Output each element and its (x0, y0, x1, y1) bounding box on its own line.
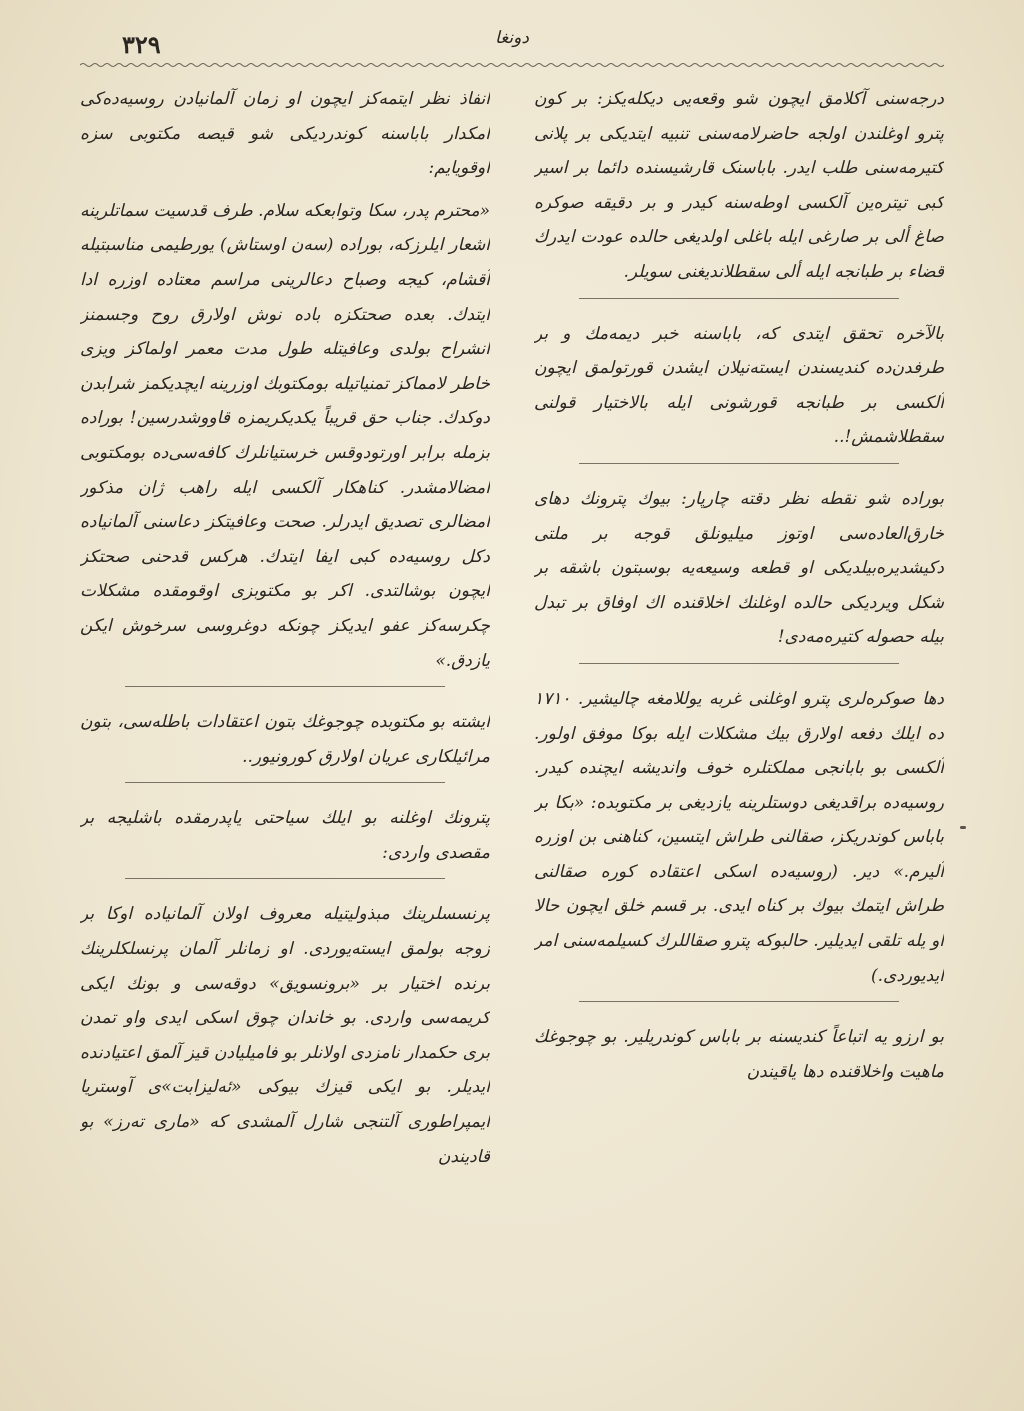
paragraph: انفاذ نظر ایتمه‌کز ایچون او زمان آلمانیادن روسیه‌ده‌کی امکدار باباسنه کوندردیکی شو قیصه مکتوبی سزه اوقویایم: (80, 89, 490, 179)
paragraph: بالآخره تحقق ایتدی که، باباسنه خبر دیمه‌مك و بر طرفدن‌ده کندیسندن ایسته‌نیلان ایشدن قورتولمق ایچون آلکسی بر طبانجه قورشونی ایله بالاختیار قولنی سقطلاشمش!.. (534, 323, 944, 448)
ink-speck (960, 826, 966, 829)
paragraph: بو ارزو یه اتباعاً کندیسنه بر باباس کوندریلیر. بو چوجوغك ماهیت واخلاقنده دها یاقیندن (534, 1027, 944, 1082)
paragraph: ایشته بو مکتوبده چوجوغك بتون اعتقادات باطله‌سی، بتون مرائیلکاری عریان اولارق کورونیور.. (80, 712, 490, 767)
paragraph-divider (579, 463, 899, 478)
running-head: دونغا (495, 28, 529, 48)
page-number: ۳۲۹ (122, 30, 161, 59)
paragraph: پرنسسلرینك مبذولیتیله معروف اولان آلمانیاده اوکا بر زوجه بولمق ایسته‌یوردی. او زمانلر آلمان پرنسلکلرینك برنده اختیار بر «برونسویق» دوقه‌سی و بونك ایکی کریمه‌سی واردی. بو خاندان چوق اسکی ایدی واو تمدن بری حکمدار نامزدی اولانلر بو فامیلیادن قیز آلمق اعتیادنده ایدیلر. بو ایکی قیزك بیوکی «ئه‌لیزابت»ی آوستریا ایمپراطوری آلتنجی شارل آلمشدی که «ماری ته‌رز» بو قادیندن (80, 904, 490, 1167)
paragraph-divider (579, 1001, 899, 1016)
paragraph-divider (579, 663, 899, 678)
paragraph: دها صوکره‌لری پترو اوغلنی غربه یوللامغه چالیشیر. ۱۷۱۰ ده ایلك دفعه اولارق بیك مشکلات ایله بوکا موفق اولور. آلکسی بو بابانجی مملکتلره خوف واندیشه ایچنده کیدر. روسیه‌ده براقدیغی دوستلرینه یازدیغی بر مکتوبده: «بکا بر باباس کوندریکز، صقالنی طراش ایتسین، کناهنی بن اوزره آلیرم.» دیر. (روسیه‌ده اسکی اعتقاده کوره صقالنی طراش ایتمك بیوك بر کناه ایدی. بر قسم خلق ایچون حالا او یله تلقی ایدیلیر. حالبوکه پترو صقاللرك کسیلمه‌سنی امر ایدیوردی.) (534, 688, 944, 986)
header-wavy-rule (80, 62, 944, 68)
paragraph: بوراده شو نقطه نظر دقته چارپار: بیوك پترونك دهای خارق‌العاده‌سی اوتوز میلیونلق قوجه بر ملتی دکیشدیره‌بیلدیکی او قطعه وسیعه‌یه بوسبتون باشقه بر شکل ویردیکی حالده اوغلنك اخلاقنده اك اوفاق بر تبدل بیله حصوله کتیره‌مه‌دی! (534, 488, 944, 648)
page-header (80, 22, 944, 62)
text-columns (80, 82, 944, 1371)
right-column (534, 82, 944, 1371)
paragraph: پترونك اوغلنه بو ایلك سیاحتی یاپدرمقده باشلیجه بر مقصدی واردی: (80, 808, 490, 863)
paragraph-divider (125, 782, 445, 797)
paragraph-divider (125, 878, 445, 893)
paragraph: «محترم پدر، سکا وتوابعکه سلام. طرف قدسیت سماتلرینه اشعار ایلرزکه، بوراده (سه‌ن اوستاش) یورطیمی مناسبتیله آقشام، کیجه وصباح دعالرینی مراسم معتاده اوزره ادا ایتدك. بعده صحتکزه باده نوش اولارق روح وجسمنز انشراح بولدی وعافیتله طول مدت معمر اولماکز ویزی خاطر لامماکز تمنیاتیله بومکتوبك اوزرینه ایچدیکمز شرابدن دوکدك. جناب حق قریباً یکدیکریمزه قاووشدرسین! بوراده بزمله برابر اورتودوقس خرستیانلرك کافه‌سی‌ده بومکتوبی امضالامشدر. کناهکار آلکسی ایله راهب ژان مذکور امضالری تصدیق ایدرلر. صحت وعافیتکز دعاسنی آلمانیاده دکل روسیه‌ده کبی ایفا ایتدك. هرکس قدحنی صحتکز ایچون بوشالتدی. اکر بو مکتوبزی اوقومقده مشکلات چکرسه‌کز عفو ایدیکز چونکه دوغروسی سرخوش ایکن یازدق.» (80, 200, 490, 671)
paragraph-divider (579, 298, 899, 313)
left-column (80, 82, 490, 1371)
paragraph: درجه‌سنی آکلامق ایچون شو وقعه‌یی دیکله‌یکز: بر کون پترو اوغلندن اولجه حاضرلامه‌سنی تنبیه ایتدیکی بر پلانی کتیرمه‌سنی طلب ایدر. باباسنک قارشیسنده دائما بر اسیر کبی تیتره‌ین آلکسی اوطه‌سنه کیدر و بر دقیقه صوکره صاغ ألی بر صارغی ایله باغلی اولدیغی حالده عودت ایدرك قضاء بر طبانجه ایله ألی سقطلاندیغنی سویلر. (534, 89, 944, 282)
paragraph-divider (125, 686, 445, 701)
